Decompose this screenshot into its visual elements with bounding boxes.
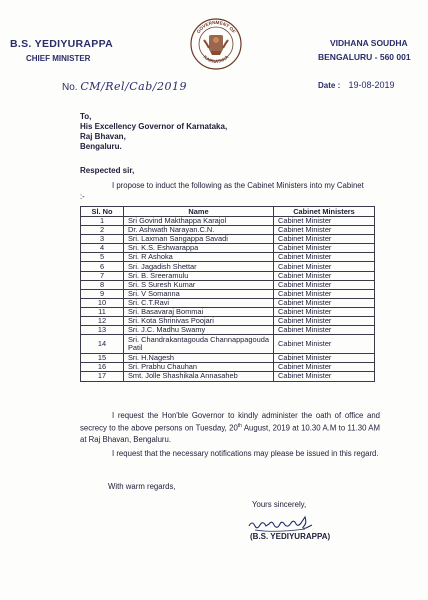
row-number: 17 — [81, 372, 124, 381]
table-row — [81, 253, 375, 262]
oath-paragraph — [80, 410, 380, 445]
row-number: 10 — [81, 298, 124, 307]
row-role: Cabinet Minister — [274, 298, 375, 307]
row-role: Cabinet Minister — [274, 280, 375, 289]
row-name: Sri. C.T.Ravi — [124, 298, 274, 307]
oath-sup: th — [237, 423, 242, 429]
reference-number — [62, 80, 187, 93]
row-name: Sri. Jagadish Shettar — [124, 262, 274, 271]
row-role: Cabinet Minister — [274, 289, 375, 298]
row-number: 3 — [81, 235, 124, 244]
emblem-bottom-text: KARNATAKA — [202, 54, 230, 65]
row-number: 11 — [81, 307, 124, 316]
row-role: Cabinet Minister — [274, 226, 375, 235]
table-row — [81, 372, 375, 381]
row-name: Sri. B. Sreeramulu — [124, 271, 274, 280]
row-name: Sri. J.C. Madhu Swamy — [124, 326, 274, 335]
table-body — [81, 217, 375, 382]
header-sl-no: Sl. No — [81, 207, 124, 217]
addressee-to: To, — [80, 112, 92, 121]
row-number: 14 — [81, 335, 124, 354]
emblem-top-text: GOVERNMENT OF — [195, 19, 237, 35]
intro-paragraph: I propose to induct the following as the Cabinet Ministers into my Cabinet :- — [80, 181, 364, 201]
notification-paragraph: I request that the necessary notifications may please be issued in this regard. — [112, 449, 379, 458]
row-number: 2 — [81, 226, 124, 235]
table-row — [81, 335, 375, 354]
reference-prefix: No. — [62, 82, 78, 93]
row-name: Sri. Basavaraj Bommai — [124, 307, 274, 316]
table-row — [81, 289, 375, 298]
row-name: Sri. Prabhu Chauhan — [124, 363, 274, 372]
government-emblem-icon — [190, 18, 242, 70]
table-row — [81, 271, 375, 280]
row-number: 16 — [81, 363, 124, 372]
row-role: Cabinet Minister — [274, 271, 375, 280]
row-name: Sri. H.Nagesh — [124, 354, 274, 363]
addressee-block — [80, 112, 227, 152]
row-name: Sri. Laxman Sangappa Savadi — [124, 235, 274, 244]
cabinet-table — [80, 206, 375, 382]
address-line-1: VIDHANA SOUDHA — [330, 38, 408, 48]
closing-regards: With warm regards, — [108, 482, 176, 491]
row-role: Cabinet Minister — [274, 335, 375, 354]
row-role: Cabinet Minister — [274, 354, 375, 363]
row-number: 9 — [81, 289, 124, 298]
row-name: Sri. S Suresh Kumar — [124, 280, 274, 289]
table-row — [81, 262, 375, 271]
row-number: 5 — [81, 253, 124, 262]
row-number: 4 — [81, 244, 124, 253]
row-number: 1 — [81, 217, 124, 226]
date-line — [318, 80, 395, 90]
salutation: Respected sir, — [80, 166, 135, 175]
handwritten-signature — [245, 512, 325, 534]
row-number: 7 — [81, 271, 124, 280]
row-name: Sri. R Ashoka — [124, 253, 274, 262]
row-role: Cabinet Minister — [274, 363, 375, 372]
row-name: Sri Govind Makthappa Karajol — [124, 217, 274, 226]
row-name: Sri. V Somanna — [124, 289, 274, 298]
svg-text:KARNATAKA — [202, 54, 230, 64]
addressee-line-2: Raj Bhavan, — [80, 132, 126, 141]
table-row — [81, 326, 375, 335]
date-value: 19-08-2019 — [348, 80, 395, 90]
letterhead-title: CHIEF MINISTER — [26, 54, 91, 63]
row-number: 13 — [81, 326, 124, 335]
row-role: Cabinet Minister — [274, 235, 375, 244]
row-name: Dr. Ashwath Narayan.C.N. — [124, 226, 274, 235]
table-row — [81, 280, 375, 289]
oath-text-b: August, 2019 at 10.30 A.M to 11.30 AM at Raj Bhavan, Bengaluru. — [80, 423, 380, 444]
row-name: Smt. Jolle Shashikala Annasaheb — [124, 372, 274, 381]
row-number: 15 — [81, 354, 124, 363]
addressee-line-3: Bengaluru. — [80, 142, 122, 151]
row-number: 6 — [81, 262, 124, 271]
row-name: Sri. Kota Shrinivas Poojari — [124, 317, 274, 326]
row-role: Cabinet Minister — [274, 317, 375, 326]
header-name: Name — [124, 207, 274, 217]
row-number: 12 — [81, 317, 124, 326]
closing-yours: Yours sincerely, — [252, 500, 307, 509]
row-name: Sri. K.S. Eshwarappa — [124, 244, 274, 253]
addressee-line-1: His Excellency Governor of Karnataka, — [80, 122, 228, 131]
reference-handwritten: CM/Rel/Cab/2019 — [80, 80, 187, 93]
letterhead-name: B.S. YEDIYURAPPA — [10, 38, 114, 50]
row-role: Cabinet Minister — [274, 307, 375, 316]
row-number: 8 — [81, 280, 124, 289]
date-label: Date : — [318, 81, 341, 90]
row-role: Cabinet Minister — [274, 372, 375, 381]
row-role: Cabinet Minister — [274, 326, 375, 335]
row-name: Sri. Chandrakantagouda Channappagouda Patil — [124, 335, 274, 354]
row-role: Cabinet Minister — [274, 244, 375, 253]
row-role: Cabinet Minister — [274, 217, 375, 226]
row-role: Cabinet Minister — [274, 253, 375, 262]
row-role: Cabinet Minister — [274, 262, 375, 271]
address-line-2: BENGALURU - 560 001 — [318, 52, 411, 62]
table-header-row — [81, 207, 375, 217]
oath-text-a: I request the Hon'ble Governor to kindly administer the oath of office and secrecy to the above persons on Tuesday, 20 — [80, 411, 380, 433]
signatory-name: (B.S. YEDIYURAPPA) — [250, 532, 331, 541]
header-cabinet-ministers: Cabinet Ministers — [274, 207, 375, 217]
